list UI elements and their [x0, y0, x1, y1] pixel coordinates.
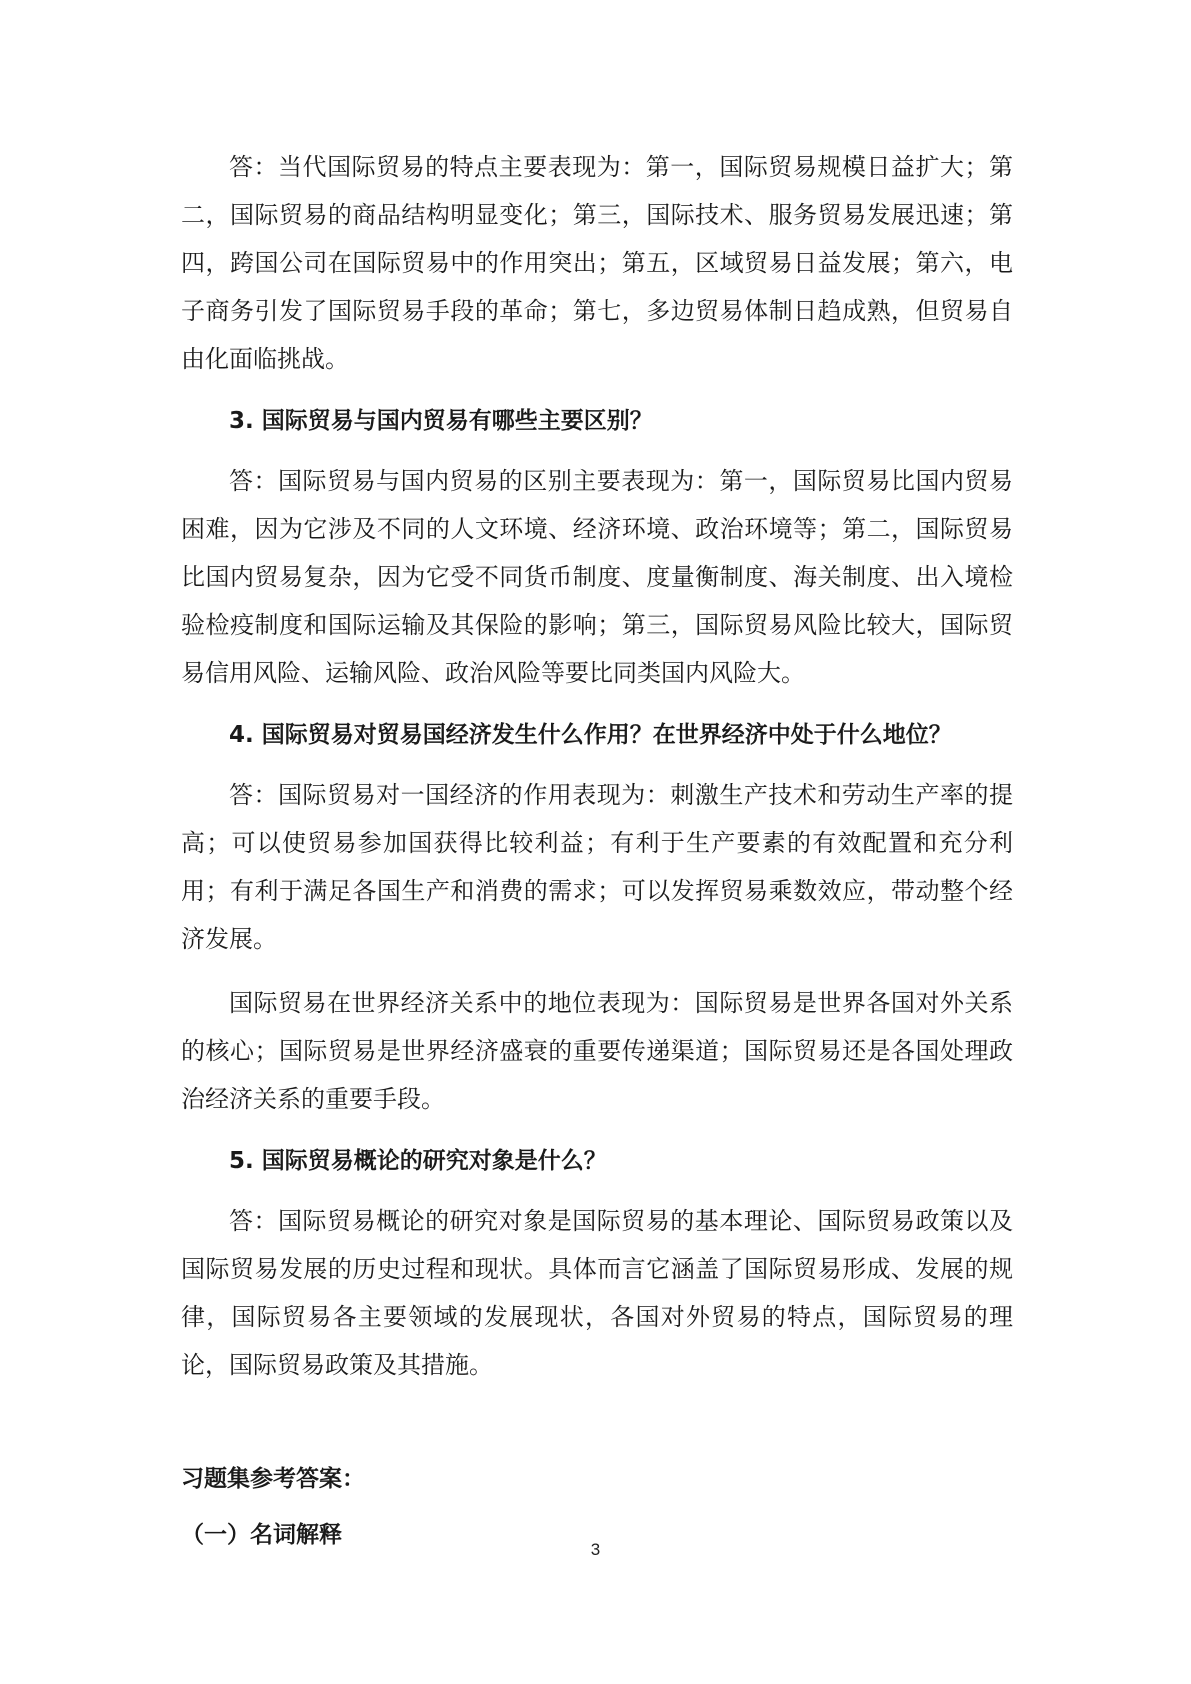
answer-2-paragraph: 答：当代国际贸易的特点主要表现为：第一，国际贸易规模日益扩大；第二，国际贸易的商品结构明显变化；第三，国际技术、服务贸易发展迅速；第四，跨国公司在国际贸易中的作用突出；第五，区域贸易日益发展；第六，电子商务引发了国际贸易手段的革命；第七，多边贸易体制日趋成熟，但贸易自由化面临挑战。	[181, 153, 1013, 373]
page-number: 3	[590, 1540, 601, 1559]
answer-5-paragraph: 答：国际贸易概论的研究对象是国际贸易的基本理论、国际贸易政策以及国际贸易发展的历史过程和现状。具体而言它涵盖了国际贸易形成、发展的规律，国际贸易各主要领域的发展现状，各国对外贸易的特点，国际贸易的理论，国际贸易政策及其措施。	[181, 1207, 1013, 1379]
answer-4-paragraph-1: 答：国际贸易对一国经济的作用表现为：刺激生产技术和劳动生产率的提高；可以使贸易参加国获得比较利益；有利于生产要素的有效配置和充分利用；有利于满足各国生产和消费的需求；可以发挥贸易乘数效应，带动整个经济发展。	[181, 781, 1013, 953]
question-5-heading: 5. 国际贸易概论的研究对象是什么？	[229, 1148, 607, 1174]
answer-3-paragraph: 答：国际贸易与国内贸易的区别主要表现为：第一，国际贸易比国内贸易困难，因为它涉及不同的人文环境、经济环境、政治环境等；第二，国际贸易比国内贸易复杂，因为它受不同货币制度、度量衡制度、海关制度、出入境检验检疫制度和国际运输及其保险的影响；第三，国际贸易风险比较大，国际贸易信用风险、运输风险、政治风险等要比同类国内风险大。	[181, 467, 1013, 687]
answer-4-paragraph-2: 国际贸易在世界经济关系中的地位表现为：国际贸易是世界各国对外关系的核心；国际贸易是世界经济盛衰的重要传递渠道；国际贸易还是各国处理政治经济关系的重要手段。	[181, 989, 1013, 1113]
page-content	[181, 143, 1013, 1555]
question-4-heading: 4. 国际贸易对贸易国经济发生什么作用？在世界经济中处于什么地位？	[229, 722, 952, 748]
question-3-heading: 3. 国际贸易与国内贸易有哪些主要区别？	[229, 408, 653, 434]
section-heading: 习题集参考答案：	[181, 1466, 365, 1492]
subsection-heading: （一）名词解释	[181, 1522, 342, 1548]
